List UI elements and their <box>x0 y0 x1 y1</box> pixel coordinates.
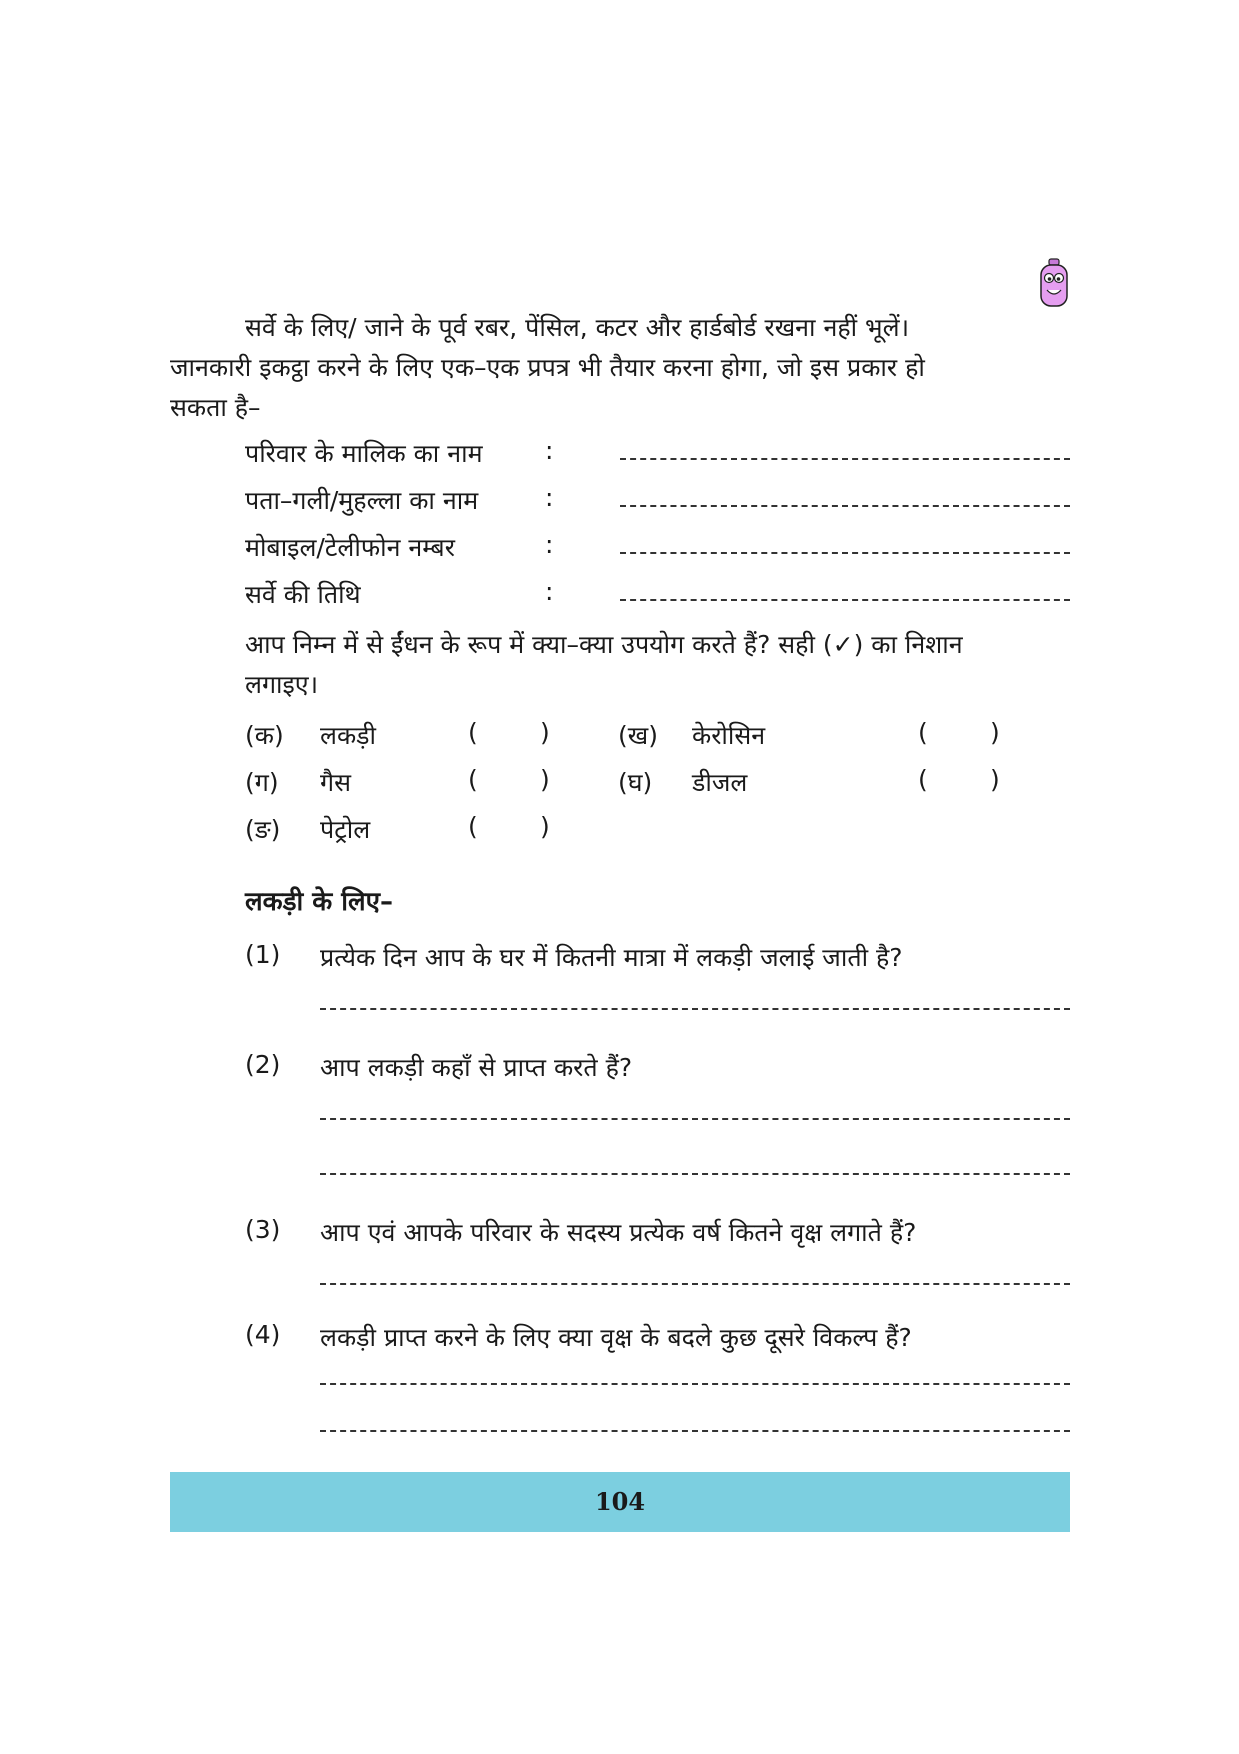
question-text: आप लकड़ी कहाँ से प्राप्त करते हैं? <box>320 1053 633 1082</box>
option-mark: (क) <box>245 721 284 750</box>
fuel-question-line-2: लगाइए। <box>245 670 319 699</box>
option-label-wood: लकड़ी <box>320 721 377 750</box>
question-number: (1) <box>245 940 281 969</box>
answer-blank[interactable] <box>320 1173 1070 1175</box>
option-mark: (ग) <box>245 768 279 797</box>
colon: : <box>545 436 554 465</box>
question-number: (4) <box>245 1320 281 1349</box>
intro-line-1: सर्वे के लिए/ जाने के पूर्व रबर, पेंसिल, कटर और हार्डबोर्ड रखना नहीं भूलें। <box>245 313 910 342</box>
question-text: लकड़ी प्राप्त करने के लिए क्या वृक्ष के बदले कुछ दूसरे विकल्प हैं? <box>320 1323 912 1352</box>
answer-blank[interactable] <box>320 1430 1070 1432</box>
answer-blank[interactable] <box>320 1118 1070 1120</box>
page-footer-bar <box>170 1472 1070 1532</box>
checkbox-open-paren[interactable]: ( <box>468 765 478 794</box>
survey-date-blank[interactable] <box>620 599 1070 601</box>
address-label: पता–गली/मुहल्ला का नाम <box>245 486 479 515</box>
checkbox-close-paren[interactable]: ) <box>540 718 550 747</box>
wood-section-heading: लकड़ी के लिए– <box>245 887 394 917</box>
owner-name-blank[interactable] <box>620 458 1070 460</box>
intro-paragraph <box>170 308 1070 428</box>
checkbox-open-paren[interactable]: ( <box>918 718 928 747</box>
checkbox-open-paren[interactable]: ( <box>468 718 478 747</box>
question-text: प्रत्येक दिन आप के घर में कितनी मात्रा में लकड़ी जलाई जाती है? <box>320 943 903 972</box>
checkbox-close-paren[interactable]: ) <box>990 718 1000 747</box>
colon: : <box>545 577 554 606</box>
answer-blank[interactable] <box>320 1008 1070 1010</box>
phone-blank[interactable] <box>620 552 1070 554</box>
gas-cylinder-cartoon-icon <box>1038 258 1070 308</box>
survey-date-label: सर्वे की तिथि <box>245 580 361 609</box>
address-blank[interactable] <box>620 505 1070 507</box>
intro-line-3: सकता है– <box>170 393 261 422</box>
owner-name-label: परिवार के मालिक का नाम <box>245 439 483 468</box>
checkbox-close-paren[interactable]: ) <box>990 765 1000 794</box>
option-label-diesel: डीजल <box>692 768 748 797</box>
question-text: आप एवं आपके परिवार के सदस्य प्रत्येक वर्ष कितने वृक्ष लगाते हैं? <box>320 1218 917 1247</box>
fuel-question-line-1: आप निम्न में से ईंधन के रूप में क्या–क्या उपयोग करते हैं? सही (✓) का निशान <box>245 630 963 659</box>
question-number: (3) <box>245 1215 281 1244</box>
checkbox-close-paren[interactable]: ) <box>540 765 550 794</box>
colon: : <box>545 483 554 512</box>
fuel-question <box>245 625 1070 705</box>
answer-blank[interactable] <box>320 1283 1070 1285</box>
option-mark: (ङ) <box>245 815 281 844</box>
option-label-gas: गैस <box>320 768 351 797</box>
colon: : <box>545 530 554 559</box>
intro-line-2: जानकारी इकट्ठा करने के लिए एक–एक प्रपत्र भी तैयार करना होगा, जो इस प्रकार हो <box>170 353 925 382</box>
answer-blank[interactable] <box>320 1383 1070 1385</box>
checkbox-open-paren[interactable]: ( <box>918 765 928 794</box>
question-number: (2) <box>245 1050 281 1079</box>
page-number: 104 <box>594 1487 646 1516</box>
option-mark: (ख) <box>618 721 658 750</box>
option-label-kerosene: केरोसिन <box>692 721 766 750</box>
checkbox-close-paren[interactable]: ) <box>540 812 550 841</box>
option-mark: (घ) <box>618 768 653 797</box>
option-label-petrol: पेट्रोल <box>320 815 371 844</box>
phone-label: मोबाइल/टेलीफोन नम्बर <box>245 533 455 562</box>
checkbox-open-paren[interactable]: ( <box>468 812 478 841</box>
